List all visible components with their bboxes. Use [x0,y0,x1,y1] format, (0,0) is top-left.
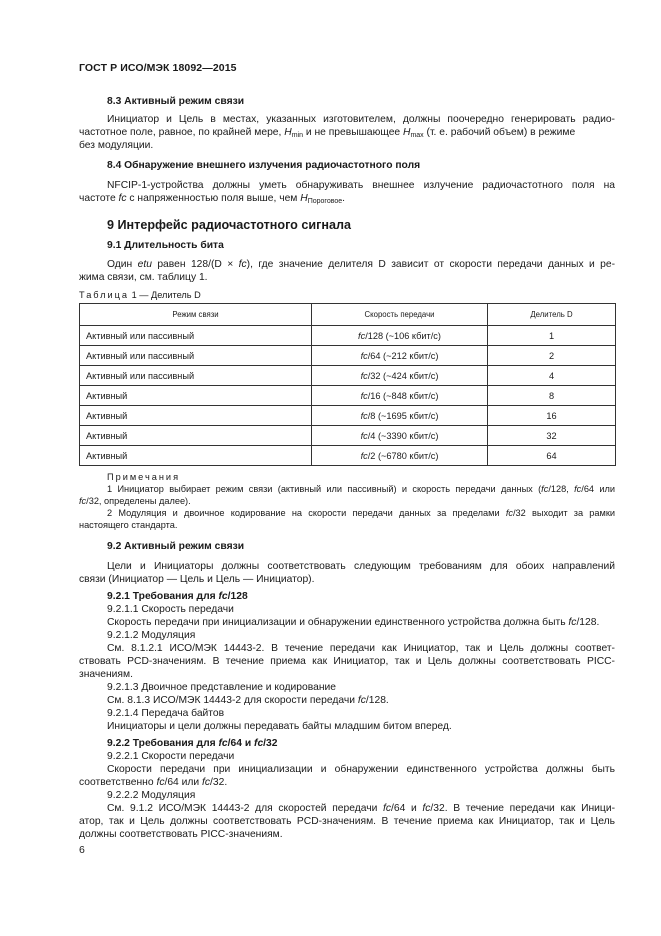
page-header: ГОСТ Р ИСО/МЭК 18092—2015 [79,62,237,74]
cell-divider: 4 [488,366,616,386]
section-9-1-line: жима связи, см. таблицу 1. [79,272,208,283]
section-8-4-line: NFCIP-1-устройства должны уметь обнаруживать внешнее излучение радиочастотного поля на [107,180,615,191]
section-9-2-1-title: 9.2.1 Требования для fc/128 [107,591,248,602]
table-row [80,326,616,346]
body-line: атор, так и Цель должны соответствовать PCD-значениям. В течение приема как Инициатор, так и Цель [79,816,615,827]
subsection-title: 9.2.2.1 Скорости передачи [107,751,235,762]
cell-mode: Активный [80,386,312,406]
section-9-title: 9 Интерфейс радиочастотного сигнала [107,218,351,232]
section-9-2-line: Цели и Инициаторы должны соответствовать следующим требованиям для обоих направлений [107,561,615,572]
section-8-3-title: 8.3 Активный режим связи [107,96,245,107]
body-line: ствовать PCD-значениям. В течение приема как Инициатор, так и Цель должны соответствовать PICC- [79,656,615,667]
table-caption: Таблица 1 — Делитель D [79,290,201,300]
note-line: fc/32, определены далее). [79,496,191,506]
body-line: значениям. [79,669,133,680]
cell-speed: fc/4 (~3390 кбит/с) [312,426,488,446]
cell-mode: Активный [80,446,312,466]
subsection-title: 9.2.1.4 Передача байтов [107,708,225,719]
cell-divider: 1 [488,326,616,346]
cell-mode: Активный или пассивный [80,366,312,386]
cell-divider: 64 [488,446,616,466]
subsection-title: 9.2.1.3 Двоичное представление и кодирование [107,682,336,693]
table-row [80,446,616,466]
cell-divider: 2 [488,346,616,366]
body-line: должны соответствовать PICC-значениям. [79,829,283,840]
body-line: Скорость передачи при инициализации и обнаружении единственного устройства должна быть fc/128. [107,617,600,628]
cell-mode: Активный [80,426,312,446]
cell-mode: Активный [80,406,312,426]
subsection-title: 9.2.1.1 Скорость передачи [107,604,234,615]
cell-speed: fc/64 (~212 кбит/с) [312,346,488,366]
cell-divider: 32 [488,426,616,446]
table-row [80,366,616,386]
section-8-4-title: 8.4 Обнаружение внешнего излучения радиочастотного поля [107,160,421,171]
section-8-3-line: частотное поле, равное, по крайней мере, $H_{min}$ и не превышающее $H_{max}$ (т. е. рабочий объем) в режиме [79,127,576,139]
subsection-title: 9.2.2.2 Модуляция [107,790,196,801]
body-line: Скорости передачи при инициализации и обнаружении единственного устройства должны быть [107,764,615,775]
section-9-2-line: связи (Инициатор — Цель и Цель — Инициатор). [79,574,315,585]
body-line: соответственно fc/64 или fc/32. [79,777,228,788]
cell-speed: fc/32 (~424 кбит/с) [312,366,488,386]
cell-speed: fc/16 (~848 кбит/с) [312,386,488,406]
section-9-2-title: 9.2 Активный режим связи [107,541,245,552]
section-8-3-line: Инициатор и Цель в местах, указанных изготовителем, должны поочередно генерировать радио- [107,114,615,125]
body-line: Инициаторы и цели должны передавать байты младшим битом вперед. [107,721,452,732]
table-row [80,406,616,426]
divider-table [79,303,616,466]
page-number: 6 [79,844,85,856]
section-9-2-2-title: 9.2.2 Требования для fc/64 и fc/32 [107,738,278,749]
cell-speed: fc/128 (~106 кбит/с) [312,326,488,346]
section-8-4-line: частоте fc с напряженностью поля выше, чем $H_{Пороговое}$. [79,193,346,205]
table-row [80,346,616,366]
cell-mode: Активный или пассивный [80,326,312,346]
body-line: См. 8.1.2.1 ИСО/МЭК 14443-2. В течение передачи как Инициатор, так и Цель должны соответ- [107,643,615,654]
notes-title: Примечания [107,472,181,482]
table-header-row [80,304,616,326]
note-line: 1 Инициатор выбирает режим связи (активный или пассивный) и скорость передачи данных (fc/128, fc/64 или [107,484,616,494]
cell-speed: fc/2 (~6780 кбит/с) [312,446,488,466]
column-header: Режим связи [80,304,312,326]
cell-divider: 8 [488,386,616,406]
column-header: Скорость передачи [312,304,488,326]
cell-divider: 16 [488,406,616,426]
section-9-1-title: 9.1 Длительность бита [107,240,224,251]
section-9-1-line: Один etu равен 128/(D × fc), где значение делителя D зависит от скорости передачи данных и ре- [107,259,615,270]
note-line: настоящего стандарта. [79,520,178,530]
body-line: См. 9.1.2 ИСО/МЭК 14443-2 для скоростей передачи fc/64 и fc/32. В течение передачи как Иници- [107,803,615,814]
cell-mode: Активный или пассивный [80,346,312,366]
subsection-title: 9.2.1.2 Модуляция [107,630,196,641]
cell-speed: fc/8 (~1695 кбит/с) [312,406,488,426]
section-8-3-line: без модуляции. [79,140,154,151]
note-line: 2 Модуляция и двоичное кодирование на скорости передачи данных за пределами fc/32 выходит за рамки [107,508,615,518]
column-header: Делитель D [488,304,616,326]
body-line: См. 8.1.3 ИСО/МЭК 14443-2 для скорости передачи fc/128. [107,695,389,706]
table-row [80,386,616,406]
table-row [80,426,616,446]
